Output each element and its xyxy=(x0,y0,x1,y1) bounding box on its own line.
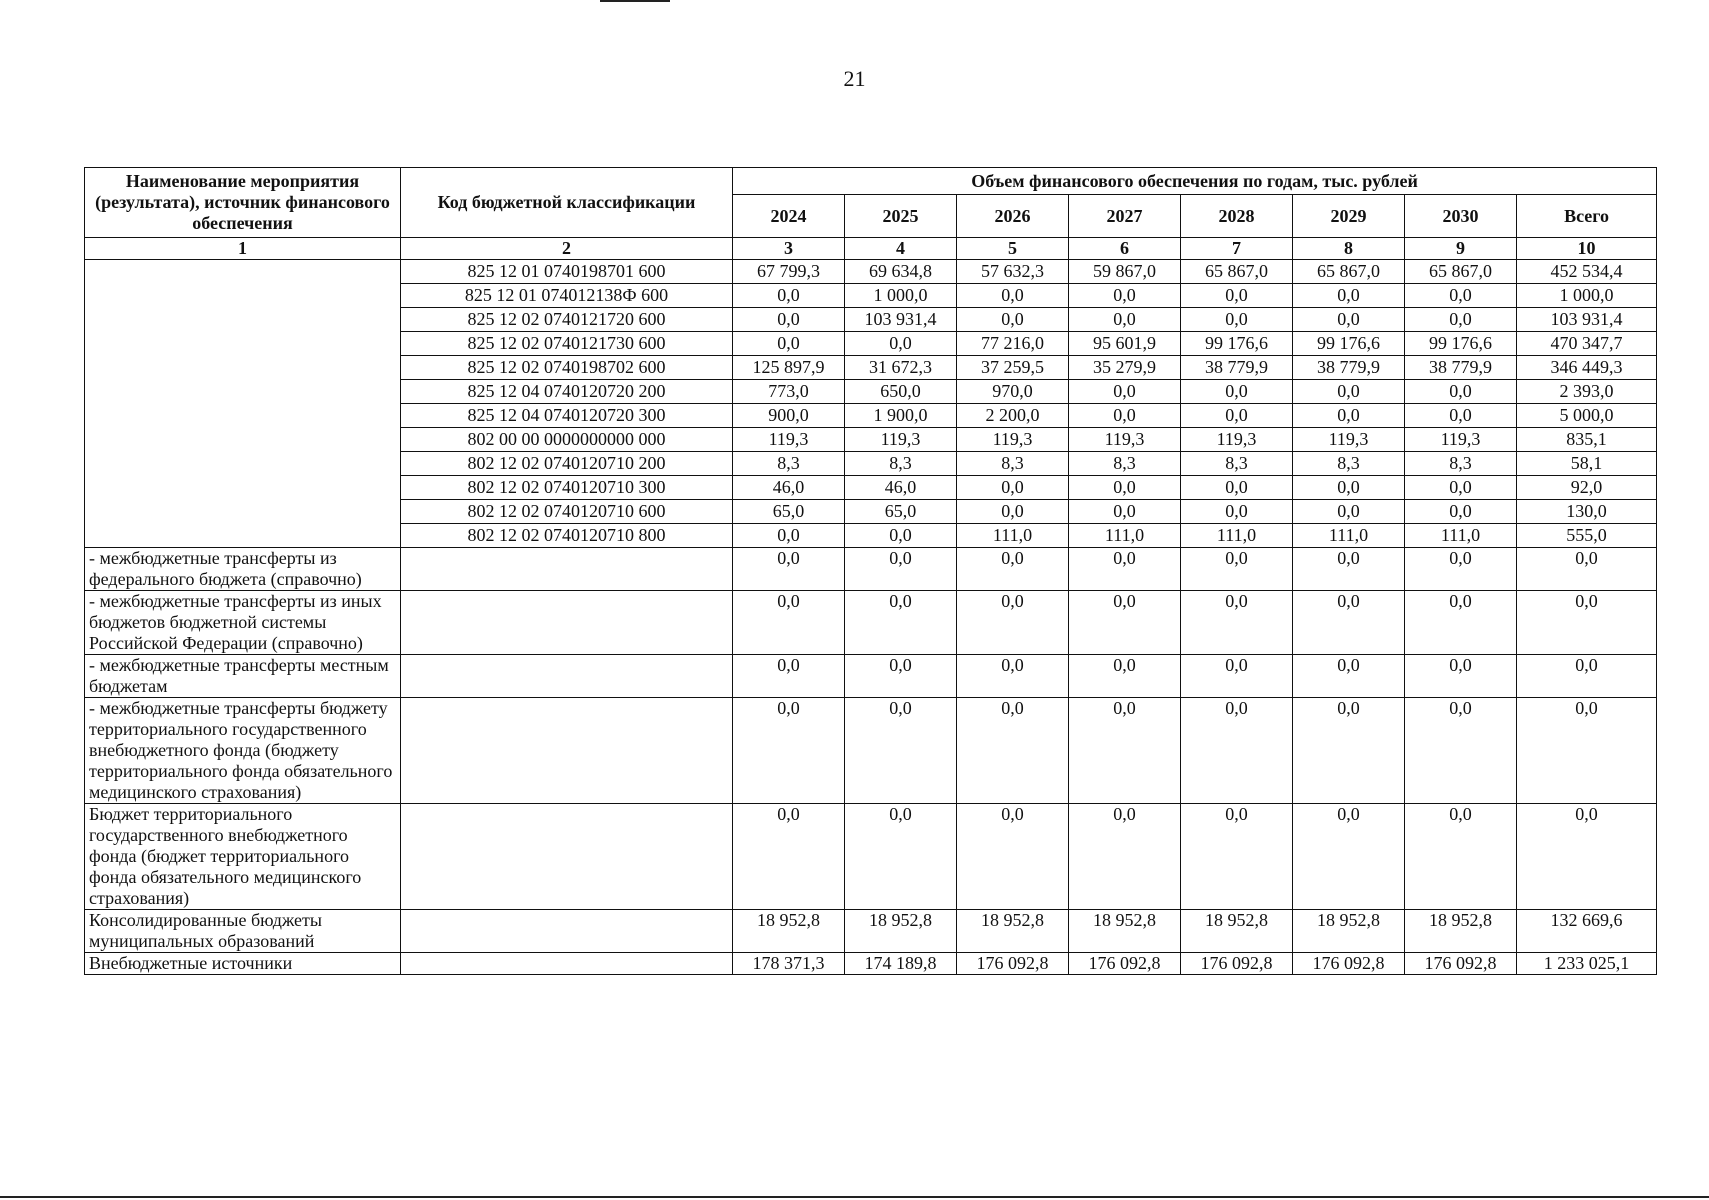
value-cell: 0,0 xyxy=(733,332,845,356)
value-cell: 0,0 xyxy=(1293,308,1405,332)
value-cell: 111,0 xyxy=(1293,524,1405,548)
value-cell: 0,0 xyxy=(957,698,1069,804)
value-cell: 0,0 xyxy=(1405,655,1517,698)
budget-code-cell: 825 12 02 0740198702 600 xyxy=(401,356,733,380)
header-year-2030: 2030 xyxy=(1405,195,1517,238)
value-cell: 0,0 xyxy=(1405,308,1517,332)
value-cell: 103 931,4 xyxy=(845,308,957,332)
value-cell: 900,0 xyxy=(733,404,845,428)
value-cell: 8,3 xyxy=(1293,452,1405,476)
value-cell: 0,0 xyxy=(1181,548,1293,591)
total-cell: 0,0 xyxy=(1517,591,1657,655)
value-cell: 176 092,8 xyxy=(1069,953,1181,975)
value-cell: 111,0 xyxy=(957,524,1069,548)
budget-code-cell xyxy=(401,804,733,910)
total-cell: 0,0 xyxy=(1517,698,1657,804)
value-cell: 57 632,3 xyxy=(957,260,1069,284)
value-cell: 18 952,8 xyxy=(845,910,957,953)
value-cell: 0,0 xyxy=(1181,284,1293,308)
source-name-cell: - межбюджетные трансферты из иных бюджетов бюджетной системы Российской Федерации (справочно) xyxy=(85,591,401,655)
column-number: 3 xyxy=(733,238,845,260)
budget-code-cell: 825 12 01 0740198701 600 xyxy=(401,260,733,284)
budget-code-cell xyxy=(401,548,733,591)
column-number: 8 xyxy=(1293,238,1405,260)
table-row xyxy=(85,591,1657,655)
value-cell: 35 279,9 xyxy=(1069,356,1181,380)
value-cell: 18 952,8 xyxy=(1293,910,1405,953)
value-cell: 0,0 xyxy=(1405,404,1517,428)
value-cell: 0,0 xyxy=(1181,655,1293,698)
value-cell: 18 952,8 xyxy=(733,910,845,953)
table-row xyxy=(85,260,1657,284)
column-number-row xyxy=(85,238,1657,260)
value-cell: 0,0 xyxy=(733,548,845,591)
value-cell: 0,0 xyxy=(1293,591,1405,655)
value-cell: 0,0 xyxy=(1069,591,1181,655)
header-year-2029: 2029 xyxy=(1293,195,1405,238)
column-number: 2 xyxy=(401,238,733,260)
total-cell: 1 000,0 xyxy=(1517,284,1657,308)
value-cell: 18 952,8 xyxy=(1181,910,1293,953)
value-cell: 8,3 xyxy=(845,452,957,476)
value-cell: 174 189,8 xyxy=(845,953,957,975)
value-cell: 38 779,9 xyxy=(1405,356,1517,380)
value-cell: 176 092,8 xyxy=(1405,953,1517,975)
table-row xyxy=(85,953,1657,975)
value-cell: 0,0 xyxy=(1293,804,1405,910)
value-cell: 0,0 xyxy=(1181,308,1293,332)
budget-code-cell: 802 00 00 0000000000 000 xyxy=(401,428,733,452)
value-cell: 125 897,9 xyxy=(733,356,845,380)
total-cell: 2 393,0 xyxy=(1517,380,1657,404)
header-year-2025: 2025 xyxy=(845,195,957,238)
value-cell: 0,0 xyxy=(733,284,845,308)
value-cell: 119,3 xyxy=(957,428,1069,452)
value-cell: 65 867,0 xyxy=(1293,260,1405,284)
header-volume: Объем финансового обеспечения по годам, тыс. рублей xyxy=(733,168,1657,195)
value-cell: 0,0 xyxy=(1405,804,1517,910)
header-year-2024: 2024 xyxy=(733,195,845,238)
header-code: Код бюджетной классификации xyxy=(401,168,733,238)
total-cell: 130,0 xyxy=(1517,500,1657,524)
header-total: Всего xyxy=(1517,195,1657,238)
column-number: 7 xyxy=(1181,238,1293,260)
value-cell: 59 867,0 xyxy=(1069,260,1181,284)
value-cell: 65 867,0 xyxy=(1405,260,1517,284)
value-cell: 111,0 xyxy=(1405,524,1517,548)
value-cell: 0,0 xyxy=(733,591,845,655)
budget-code-cell: 825 12 02 0740121730 600 xyxy=(401,332,733,356)
value-cell: 0,0 xyxy=(1405,500,1517,524)
value-cell: 0,0 xyxy=(1069,500,1181,524)
value-cell: 0,0 xyxy=(1405,476,1517,500)
value-cell: 8,3 xyxy=(733,452,845,476)
empty-name-cell xyxy=(85,260,401,548)
table-row xyxy=(85,548,1657,591)
budget-code-cell: 802 12 02 0740120710 600 xyxy=(401,500,733,524)
budget-code-cell xyxy=(401,591,733,655)
total-cell: 5 000,0 xyxy=(1517,404,1657,428)
value-cell: 31 672,3 xyxy=(845,356,957,380)
value-cell: 1 900,0 xyxy=(845,404,957,428)
table-row xyxy=(85,804,1657,910)
value-cell: 0,0 xyxy=(1293,548,1405,591)
value-cell: 0,0 xyxy=(1069,698,1181,804)
source-name-cell: Бюджет территориального государственного внебюджетного фонда (бюджет территориального фонда обязательного медицинского страхования) xyxy=(85,804,401,910)
budget-code-cell xyxy=(401,655,733,698)
total-cell: 103 931,4 xyxy=(1517,308,1657,332)
value-cell: 119,3 xyxy=(1405,428,1517,452)
value-cell: 970,0 xyxy=(957,380,1069,404)
value-cell: 0,0 xyxy=(1181,804,1293,910)
header-year-2027: 2027 xyxy=(1069,195,1181,238)
value-cell: 178 371,3 xyxy=(733,953,845,975)
value-cell: 0,0 xyxy=(733,308,845,332)
value-cell: 0,0 xyxy=(1405,380,1517,404)
value-cell: 0,0 xyxy=(1293,404,1405,428)
total-cell: 346 449,3 xyxy=(1517,356,1657,380)
source-name-cell: - межбюджетные трансферты местным бюджетам xyxy=(85,655,401,698)
budget-code-cell: 802 12 02 0740120710 200 xyxy=(401,452,733,476)
total-cell: 452 534,4 xyxy=(1517,260,1657,284)
value-cell: 0,0 xyxy=(1293,698,1405,804)
value-cell: 176 092,8 xyxy=(1181,953,1293,975)
value-cell: 0,0 xyxy=(1069,308,1181,332)
value-cell: 0,0 xyxy=(1181,500,1293,524)
value-cell: 18 952,8 xyxy=(957,910,1069,953)
value-cell: 650,0 xyxy=(845,380,957,404)
value-cell: 0,0 xyxy=(1181,591,1293,655)
column-number: 4 xyxy=(845,238,957,260)
header-name: Наименование мероприятия (результата), источник финансового обеспечения xyxy=(85,168,401,238)
value-cell: 37 259,5 xyxy=(957,356,1069,380)
header-year-2026: 2026 xyxy=(957,195,1069,238)
budget-table xyxy=(84,167,1657,975)
value-cell: 38 779,9 xyxy=(1181,356,1293,380)
budget-code-cell xyxy=(401,698,733,804)
table-body xyxy=(85,260,1657,975)
value-cell: 0,0 xyxy=(957,476,1069,500)
value-cell: 119,3 xyxy=(1181,428,1293,452)
value-cell: 0,0 xyxy=(1181,698,1293,804)
value-cell: 99 176,6 xyxy=(1181,332,1293,356)
value-cell: 0,0 xyxy=(845,804,957,910)
value-cell: 0,0 xyxy=(1181,404,1293,428)
source-name-cell: - межбюджетные трансферты из федерального бюджета (справочно) xyxy=(85,548,401,591)
value-cell: 69 634,8 xyxy=(845,260,957,284)
value-cell: 0,0 xyxy=(1069,284,1181,308)
source-name-cell: - межбюджетные трансферты бюджету территориального государственного внебюджетного фонда (бюджету территориального фонда обязательного медицинского страхования) xyxy=(85,698,401,804)
value-cell: 95 601,9 xyxy=(1069,332,1181,356)
table-row xyxy=(85,910,1657,953)
total-cell: 1 233 025,1 xyxy=(1517,953,1657,975)
value-cell: 0,0 xyxy=(1069,476,1181,500)
source-name-cell: Внебюджетные источники xyxy=(85,953,401,975)
total-cell: 835,1 xyxy=(1517,428,1657,452)
value-cell: 0,0 xyxy=(957,804,1069,910)
budget-code-cell: 825 12 01 074012138Ф 600 xyxy=(401,284,733,308)
column-number: 9 xyxy=(1405,238,1517,260)
value-cell: 0,0 xyxy=(1069,380,1181,404)
value-cell: 99 176,6 xyxy=(1405,332,1517,356)
value-cell: 0,0 xyxy=(1405,698,1517,804)
column-number: 10 xyxy=(1517,238,1657,260)
value-cell: 0,0 xyxy=(733,804,845,910)
value-cell: 18 952,8 xyxy=(1405,910,1517,953)
value-cell: 0,0 xyxy=(845,698,957,804)
value-cell: 0,0 xyxy=(1405,284,1517,308)
value-cell: 0,0 xyxy=(1293,476,1405,500)
value-cell: 46,0 xyxy=(733,476,845,500)
value-cell: 0,0 xyxy=(1405,591,1517,655)
value-cell: 0,0 xyxy=(845,548,957,591)
value-cell: 38 779,9 xyxy=(1293,356,1405,380)
value-cell: 8,3 xyxy=(1405,452,1517,476)
value-cell: 0,0 xyxy=(845,332,957,356)
budget-code-cell xyxy=(401,910,733,953)
value-cell: 111,0 xyxy=(1069,524,1181,548)
value-cell: 8,3 xyxy=(1181,452,1293,476)
page-number: 21 xyxy=(843,66,866,91)
value-cell: 0,0 xyxy=(845,655,957,698)
value-cell: 1 000,0 xyxy=(845,284,957,308)
value-cell: 0,0 xyxy=(1293,500,1405,524)
total-cell: 0,0 xyxy=(1517,548,1657,591)
value-cell: 8,3 xyxy=(957,452,1069,476)
header-year-2028: 2028 xyxy=(1181,195,1293,238)
value-cell: 119,3 xyxy=(1069,428,1181,452)
value-cell: 2 200,0 xyxy=(957,404,1069,428)
value-cell: 0,0 xyxy=(733,698,845,804)
total-cell: 132 669,6 xyxy=(1517,910,1657,953)
value-cell: 111,0 xyxy=(1181,524,1293,548)
value-cell: 0,0 xyxy=(1069,655,1181,698)
value-cell: 0,0 xyxy=(733,655,845,698)
budget-code-cell: 802 12 02 0740120710 300 xyxy=(401,476,733,500)
total-cell: 470 347,7 xyxy=(1517,332,1657,356)
budget-code-cell: 802 12 02 0740120710 800 xyxy=(401,524,733,548)
value-cell: 119,3 xyxy=(845,428,957,452)
value-cell: 176 092,8 xyxy=(1293,953,1405,975)
value-cell: 0,0 xyxy=(1069,404,1181,428)
value-cell: 0,0 xyxy=(957,308,1069,332)
value-cell: 773,0 xyxy=(733,380,845,404)
value-cell: 176 092,8 xyxy=(957,953,1069,975)
value-cell: 65,0 xyxy=(733,500,845,524)
value-cell: 0,0 xyxy=(733,524,845,548)
value-cell: 119,3 xyxy=(1293,428,1405,452)
value-cell: 0,0 xyxy=(957,500,1069,524)
total-cell: 92,0 xyxy=(1517,476,1657,500)
value-cell: 0,0 xyxy=(1069,548,1181,591)
value-cell: 77 216,0 xyxy=(957,332,1069,356)
value-cell: 18 952,8 xyxy=(1069,910,1181,953)
value-cell: 65 867,0 xyxy=(1181,260,1293,284)
value-cell: 0,0 xyxy=(1181,476,1293,500)
value-cell: 0,0 xyxy=(845,524,957,548)
total-cell: 0,0 xyxy=(1517,655,1657,698)
scan-artifact-bottom xyxy=(0,1196,1709,1198)
total-cell: 0,0 xyxy=(1517,804,1657,910)
value-cell: 0,0 xyxy=(957,591,1069,655)
budget-code-cell: 825 12 04 0740120720 200 xyxy=(401,380,733,404)
value-cell: 0,0 xyxy=(1293,655,1405,698)
value-cell: 99 176,6 xyxy=(1293,332,1405,356)
value-cell: 0,0 xyxy=(957,655,1069,698)
value-cell: 0,0 xyxy=(1069,804,1181,910)
column-number: 1 xyxy=(85,238,401,260)
value-cell: 0,0 xyxy=(1181,380,1293,404)
table-row xyxy=(85,655,1657,698)
value-cell: 46,0 xyxy=(845,476,957,500)
table-row xyxy=(85,698,1657,804)
scan-artifact-top xyxy=(600,0,670,2)
source-name-cell: Консолидированные бюджеты муниципальных образований xyxy=(85,910,401,953)
value-cell: 0,0 xyxy=(845,591,957,655)
value-cell: 0,0 xyxy=(1405,548,1517,591)
value-cell: 0,0 xyxy=(1293,380,1405,404)
column-number: 5 xyxy=(957,238,1069,260)
value-cell: 67 799,3 xyxy=(733,260,845,284)
value-cell: 0,0 xyxy=(1293,284,1405,308)
value-cell: 8,3 xyxy=(1069,452,1181,476)
total-cell: 58,1 xyxy=(1517,452,1657,476)
budget-code-cell: 825 12 04 0740120720 300 xyxy=(401,404,733,428)
total-cell: 555,0 xyxy=(1517,524,1657,548)
budget-code-cell xyxy=(401,953,733,975)
value-cell: 65,0 xyxy=(845,500,957,524)
budget-code-cell: 825 12 02 0740121720 600 xyxy=(401,308,733,332)
value-cell: 0,0 xyxy=(957,284,1069,308)
value-cell: 119,3 xyxy=(733,428,845,452)
value-cell: 0,0 xyxy=(957,548,1069,591)
column-number: 6 xyxy=(1069,238,1181,260)
